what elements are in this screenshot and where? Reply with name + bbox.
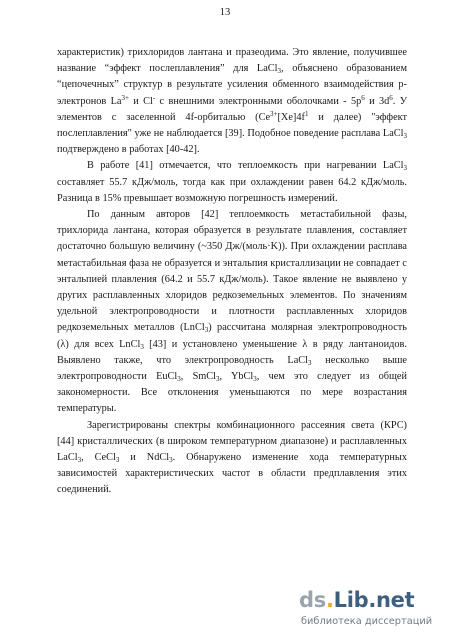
text-run: характеристик) трихлоридов лантана и празеодима. Это явление, получившее название “эффект послеплавления” для LaCl xyxy=(57,47,407,75)
text-run: По данным авторов [42] теплоемкость метастабильной фазы, трихлорида лантана, которая образуется в результате плавления, составляет достаточно большую величину (~350 Дж/(моль·K)). При охлаждении расплава метастабильная фаза не образуется и энтальпия кристаллизации не совпадает с энтальпией плавления (64.2 и 55.7 кДж/моль). Такое явление не выявлено у других расплавленных хлоридов редкоземельных элементов. По значениям удельной электропроводности и плотности расплавленных хлоридов редкоземельных металлов (LnCl xyxy=(57,209,407,334)
watermark-tagline: библиотека диссертаций xyxy=(301,616,433,627)
subscript: 3 xyxy=(204,326,209,335)
text-run: , SmCl xyxy=(180,371,217,383)
page-number: 13 xyxy=(219,7,231,18)
text-run: и далее) "эффект послеплавления" уже не наблюдается [39]. Подобное поведение расплава LaCl xyxy=(57,111,408,140)
subscript: 3 xyxy=(77,456,82,465)
text-run: и 3d xyxy=(364,95,390,107)
paragraph xyxy=(57,418,407,499)
subscript: 3 xyxy=(253,375,257,384)
text-run: [Xe]4f xyxy=(277,111,305,123)
subscript: 3 xyxy=(277,67,282,76)
paragraph xyxy=(57,207,407,418)
dslib-logo xyxy=(299,588,414,612)
text-run: . Обнаружено изменение хода температурных зависимостей характеристических частот в области предплавления этих соединений. xyxy=(57,452,407,496)
logo-dot: . xyxy=(325,588,334,612)
text-run: . У элементов с заселенной 4f-орбиталью (Ce xyxy=(57,95,407,123)
text-run: и NdCl xyxy=(119,452,170,464)
subscript: 3 xyxy=(216,375,220,384)
subscript: 3 xyxy=(169,456,173,465)
text-run: несколько выше электропроводности EuCl xyxy=(57,354,407,383)
subscript: 3 xyxy=(177,375,181,384)
subscript: 3 xyxy=(115,456,120,465)
superscript: 3+ xyxy=(121,93,129,102)
dslib-watermark xyxy=(299,588,444,634)
superscript: - xyxy=(152,93,156,102)
paragraph xyxy=(57,45,407,158)
superscript: 6 xyxy=(389,93,393,102)
logo-lib: Lib.net xyxy=(333,588,415,612)
text-run: и Cl xyxy=(128,95,153,107)
text-run: Зарегистрированы спектры комбинационного рассеяния света (КРС) [44] кристаллических (в широком температурном диапазоне) и расплавленных LaCl xyxy=(57,419,407,464)
superscript: 1 xyxy=(304,109,309,118)
document-body xyxy=(57,45,407,499)
text-run: с внешними электронными оболочками - 5p xyxy=(155,95,362,107)
text-run: , чем это следует из общей закономерности. Все отклонения уменьшаются по мере возрастания температуры. xyxy=(57,371,407,415)
paragraph xyxy=(57,158,407,207)
text-run: , объяснено образованием “цепочечных” структур в результате усиления обменного взаимодействия р-электронов La xyxy=(57,63,407,107)
text-run: В работе [41] отмечается, что теплоемкость при нагревании LaCl xyxy=(87,160,404,172)
subscript: 3 xyxy=(308,358,312,367)
superscript: 6 xyxy=(361,93,365,102)
text-run: , CeCl xyxy=(81,452,116,464)
subscript: 3 xyxy=(403,164,407,173)
text-run: , YbCl xyxy=(219,371,254,383)
superscript: 3+ xyxy=(270,109,278,118)
text-run: [43] и установлено уменьшение λ в ряду лантаноидов. Выявлено также, что электропроводность LaCl xyxy=(57,338,407,366)
text-run: ) рассчитана молярная электропроводность (λ) для всех LnCl xyxy=(57,322,407,350)
subscript: 3 xyxy=(403,132,407,141)
logo-ds: ds xyxy=(299,588,326,612)
text-run: составляет 55.7 кДж/моль, тогда как при охлаждении равен 64.2 кДж/моль. Разница в 15% превышает возможную погрешность измерений. xyxy=(57,176,407,204)
text-run: подтверждено в работах [40-42]. xyxy=(57,144,200,156)
subscript: 3 xyxy=(140,342,144,351)
